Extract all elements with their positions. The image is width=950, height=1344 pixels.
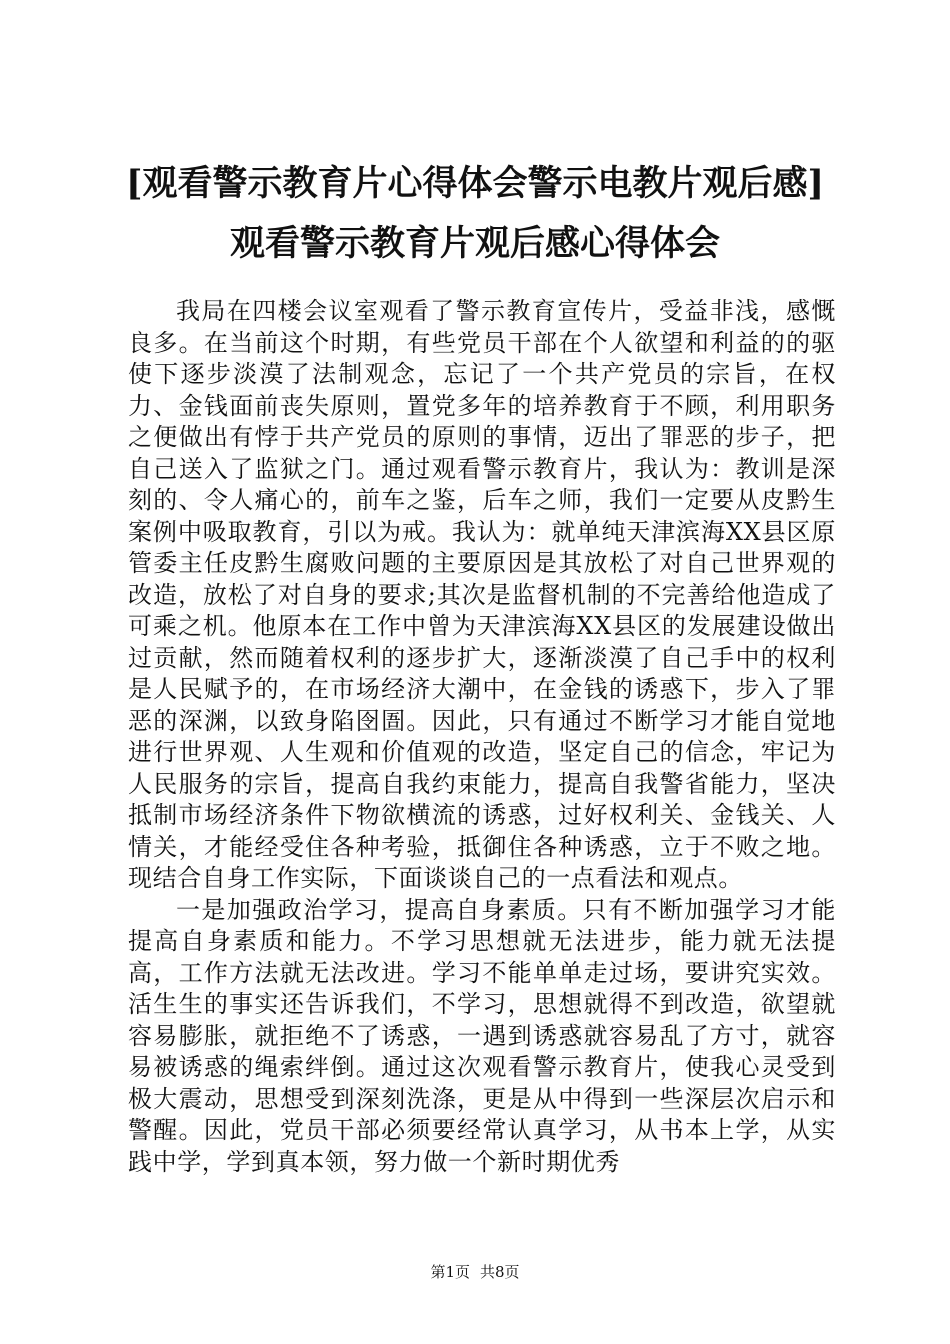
page-number: 第1页 [430, 1263, 470, 1281]
paragraph-1: 我局在四楼会议室观看了警示教育宣传片，受益非浅，感慨良多。在当前这个时期，有些党员干部在个人欲望和利益的的驱使下逐步淡漠了法制观念，忘记了一个共产党员的宗旨，在权力、金钱面前丧失原则，置党多年的培养教育于不顾，利用职务之便做出有悖于共产党员的原则的事情，迈出了罪恶的步子，把自己送入了监狱之门。通过观看警示教育片，我认为：教训是深刻的、令人痛心的，前车之鉴，后车之师，我们一定要从皮黔生案例中吸取教育，引以为戒。我认为：就单纯天津滨海XX县区原管委主任皮黔生腐败问题的主要原因是其放松了对自己世界观的改造，放松了对自身的要求;其次是监督机制的不完善给他造成了可乘之机。他原本在工作中曾为天津滨海XX县区的发展建设做出过贡献，然而随着权利的逐步扩大，逐渐淡漠了自己手中的权利是人民赋予的，在市场经济大潮中，在金钱的诱惑下，步入了罪恶的深渊，以致身陷囹圄。因此，只有通过不断学习才能自觉地进行世界观、人生观和价值观的改造，坚定自己的信念，牢记为人民服务的宗旨，提高自我约束能力，提高自我警省能力，坚决抵制市场经济条件下物欲横流的诱惑，过好权利关、金钱关、人情关，才能经受住各种考验，抵御住各种诱惑，立于不败之地。现结合自身工作实际，下面谈谈自己的一点看法和观点。 [128, 297, 836, 892]
page-footer [0, 1262, 950, 1282]
document-title-line-1: [观看警示教育片心得体会警示电教片观后感] [125, 163, 825, 204]
paragraph-2: 一是加强政治学习，提高自身素质。只有不断加强学习才能提高自身素质和能力。不学习思想就无法进步，能力就无法提高，工作方法就无法改进。学习不能单单走过场，要讲究实效。活生生的事实还告诉我们，不学习，思想就得不到改造，欲望就容易膨胀，就拒绝不了诱惑，一遇到诱惑就容易乱了方寸，就容易被诱惑的绳索绊倒。通过这次观看警示教育片，使我心灵受到极大震动，思想受到深刻洗涤，更是从中得到一些深层次启示和警醒。因此，党员干部必须要经常认真学习，从书本上学，从实践中学，学到真本领，努力做一个新时期优秀 [128, 895, 836, 1176]
document-body [128, 296, 836, 1178]
page-total: 共8页 [480, 1263, 520, 1281]
document-title-line-2: 观看警示教育片观后感心得体会 [229, 223, 720, 264]
